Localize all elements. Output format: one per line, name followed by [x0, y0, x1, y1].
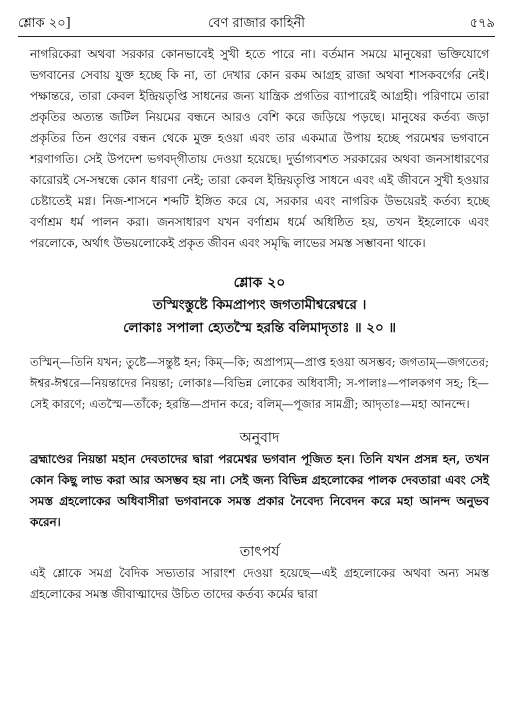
- translation-heading: অনুবাদ: [239, 429, 280, 446]
- page-content: [30, 44, 489, 605]
- verse-line-2: লোকাঃ সপালা হ্যেতস্মৈ হরন্তি বলিমাদৃতাঃ ॥ ২০ ॥: [123, 320, 396, 336]
- translation-text: ব্রহ্মাণ্ডের নিয়ন্তা মহান দেবতাদের দ্বারা পরমেশ্বর ভগবান পূজিত হন। তিনি যখন প্রসন্ন হন, তখন কোন কিছু লাভ করা আর অসম্ভব হয় না। সেই জন্য বিভিন্ন গ্রহলোকের পালক দেবতারা এবং সেই সমস্ত গ্রহলোকের অধিবাসীরা ভগবানকে সমস্ত প্রকার নৈবেদ্য নিবেদন করে মহা আনন্দ অনুভব করেন।: [30, 451, 489, 529]
- page-number: ৫৭৯: [469, 16, 495, 31]
- verse-number: শ্লোক ২০: [233, 275, 286, 291]
- running-title: বেণ রাজার কাহিনী: [208, 16, 305, 31]
- verse-text: [30, 294, 489, 340]
- verse-line-1: তস্মিংস্তুষ্টে কিমপ্রাপ্যং জগতামীশ্বরেশ্বরে ।: [152, 297, 367, 313]
- chapter-verse-marker: শ্লোক ২০]: [18, 16, 71, 31]
- page-header: [18, 14, 495, 34]
- word-synonyms: তস্মিন্‌—তিনি যখন; তুষ্টে—সন্তুষ্ট হন; কিম্‌—কি; অপ্রাপ্যম্‌—প্রাপ্ত হওয়া অসম্ভব; জগতাম্‌—জগতের; ঈশ্বর-ঈশ্বরে—নিয়ন্তাদের নিয়ন্তা; লোকাঃ—বিভিন্ন লোকের অধিবাসী; স-পালাঃ—পালকগণ সহ; হি—সেই কারণে; এতস্মৈ—তাঁকে; হরন্তি—প্রদান করে; বলিম্‌—পূজার সামগ্রী; আদৃতাঃ—মহা আনন্দে।: [30, 355, 489, 411]
- purport-heading: তাৎপর্য: [239, 543, 280, 560]
- purport-text: এই শ্লোকে সমগ্র বৈদিক সভ্যতার সারাংশ দেওয়া হয়েছে—এই গ্রহলোকের অথবা অন্য সমস্ত গ্রহলোকের সমস্ত জীবাত্মাদের উচিত তাদের কর্তব্য কর্মের দ্বারা: [30, 565, 489, 601]
- header-rule: [18, 36, 495, 37]
- intro-paragraph: নাগরিকেরা অথবা সরকার কোনভাবেই সুখী হতে পারে না। বর্তমান সময়ে মানুষেরা ভক্তিযোগে ভগবানের সেবায় যুক্ত হচ্ছে কি না, তা দেখার কোন রকম আগ্রহ রাজা অথবা শাসকবর্গের নেই। পক্ষান্তরে, তারা কেবল ইন্দ্রিয়তৃপ্তি সাধনের জন্য যান্ত্রিক প্রগতির ব্যাপারেই আগ্রহী। পরিণামে তারা প্রকৃতির অত্যন্ত জটিল নিয়মের বন্ধনে আরও বেশি করে জড়িয়ে পড়ছে। মানুষের কর্তব্য জড়া প্রকৃতির তিন গুণের বন্ধন থেকে মুক্ত হওয়া এবং তার একমাত্র উপায় হচ্ছে পরমেশ্বর ভগবানে শরণাগতি। সেই উপদেশ ভগবদ্‌গীতায় দেওয়া হয়েছে। দুর্ভাগ্যবশত সরকারের অথবা জনসাধারণের কারোরই সে-সম্বন্ধে কোন ধারণা নেই; তারা কেবল ইন্দ্রিয়তৃপ্তি সাধনে এবং এই জীবনে সুখী হওয়ার চেষ্টাতেই মগ্ন। নিজ-শাসনে শব্দটি ইঙ্গিত করে যে, সরকার এবং নাগরিক উভয়েরই কর্তব্য হচ্ছে বর্ণাশ্রম ধর্ম পালন করা। জনসাধারণ যখন বর্ণাশ্রম ধর্মে অধিষ্ঠিত হয়, তখন ইহলোকে এবং পরলোকে, অর্থাৎ উভয়লোকেই প্রকৃত জীবন এবং সমৃদ্ধি লাভের সমস্ত সম্ভাবনা থাকে।: [30, 47, 489, 250]
